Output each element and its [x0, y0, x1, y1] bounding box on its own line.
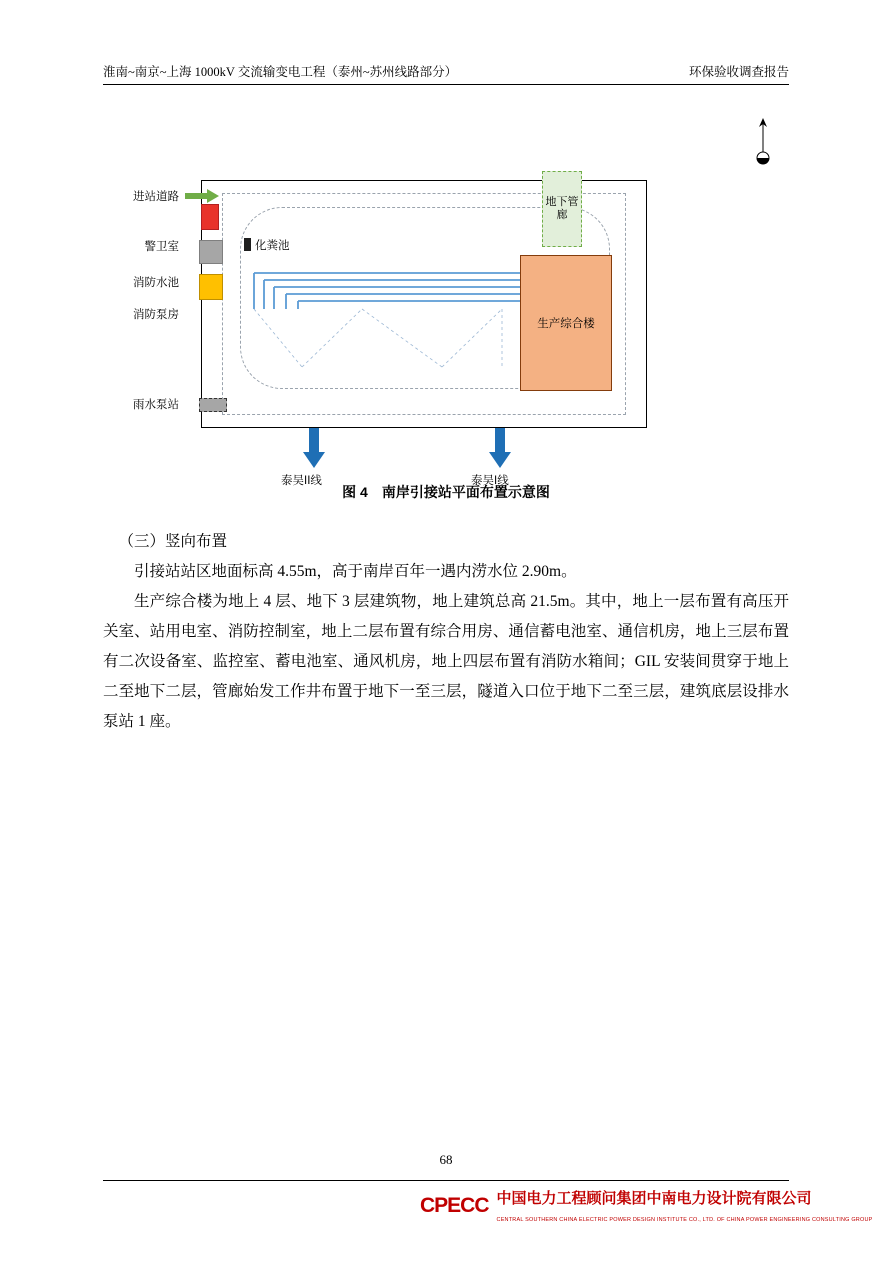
logo-mark-text: CPECC: [420, 1194, 489, 1217]
north-arrow-icon: [748, 118, 778, 166]
label-fire-pump-house: 消防泵房: [133, 309, 179, 321]
production-building: 生产综合楼: [520, 255, 612, 391]
header-title-left: 淮南~南京~上海 1000kV 交流输变电工程（泰州~苏州线路部分）: [103, 65, 458, 79]
site-boundary: [201, 180, 647, 428]
body-text: [103, 527, 789, 737]
label-guard-house: 警卫室: [144, 241, 179, 253]
label-fire-water-pool: 消防水池: [133, 277, 179, 289]
footer-divider: [103, 1180, 789, 1181]
line-arrow-right-icon: [489, 428, 511, 468]
fire-water-pool-block: [199, 240, 223, 264]
fire-pump-house-block: [199, 274, 223, 300]
line-arrow-left-icon: [303, 428, 325, 468]
guard-house-block: [201, 204, 219, 230]
company-name-en: CENTRAL SOUTHERN CHINA ELECTRIC POWER DESIGN INSTITUTE CO., LTD. OF CHINA POWER ENGINEERING CONSULTING GROUP: [496, 1216, 873, 1223]
page-number: 68: [439, 1152, 453, 1167]
label-line-taiwu-1: 泰吴I线: [471, 475, 509, 487]
page-header: [103, 62, 789, 85]
label-rain-pump-station: 雨水泵站: [133, 399, 179, 411]
entry-road-arrow-icon: [185, 189, 219, 203]
section-heading: （三）竖向布置: [118, 533, 228, 550]
paragraph-building-layout: 生产综合楼为地上 4 层、地下 3 层建筑物，地上建筑总高 21.5m。其中，地上一层布置有高压开关室、站用电室、消防控制室，地上二层布置有综合用房、通信蓄电池室、通信机房，地上三层布置有二次设备室、监控室、蓄电池室、通风机房，地上四层布置有消防水箱间；GIL 安装间贯穿于地上二至地下二层，管廊始发工作井布置于地下一至三层，隧道入口位于地下二至三层，建筑底层设排水泵站 1 座。: [103, 593, 789, 730]
underground-corridor: 地下管廊: [542, 171, 582, 247]
company-logo: [420, 1188, 873, 1224]
figure-caption: 图 4 南岸引接站平面布置示意图: [342, 484, 550, 500]
septic-tank-label: 化粪池: [244, 237, 290, 253]
label-line-taiwu-2: 泰吴II线: [281, 475, 322, 487]
header-title-right: 环保验收调查报告: [688, 65, 789, 79]
rain-pump-station-block: [199, 398, 227, 412]
label-entry-road: 进站道路: [133, 191, 179, 203]
company-name-cn: 中国电力工程顾问集团中南电力设计院有限公司: [496, 1189, 812, 1207]
paragraph-elevation: 引接站站区地面标高 4.55m，高于南岸百年一遇内涝水位 2.90m。: [134, 563, 577, 580]
figure-site-layout: [103, 110, 789, 510]
